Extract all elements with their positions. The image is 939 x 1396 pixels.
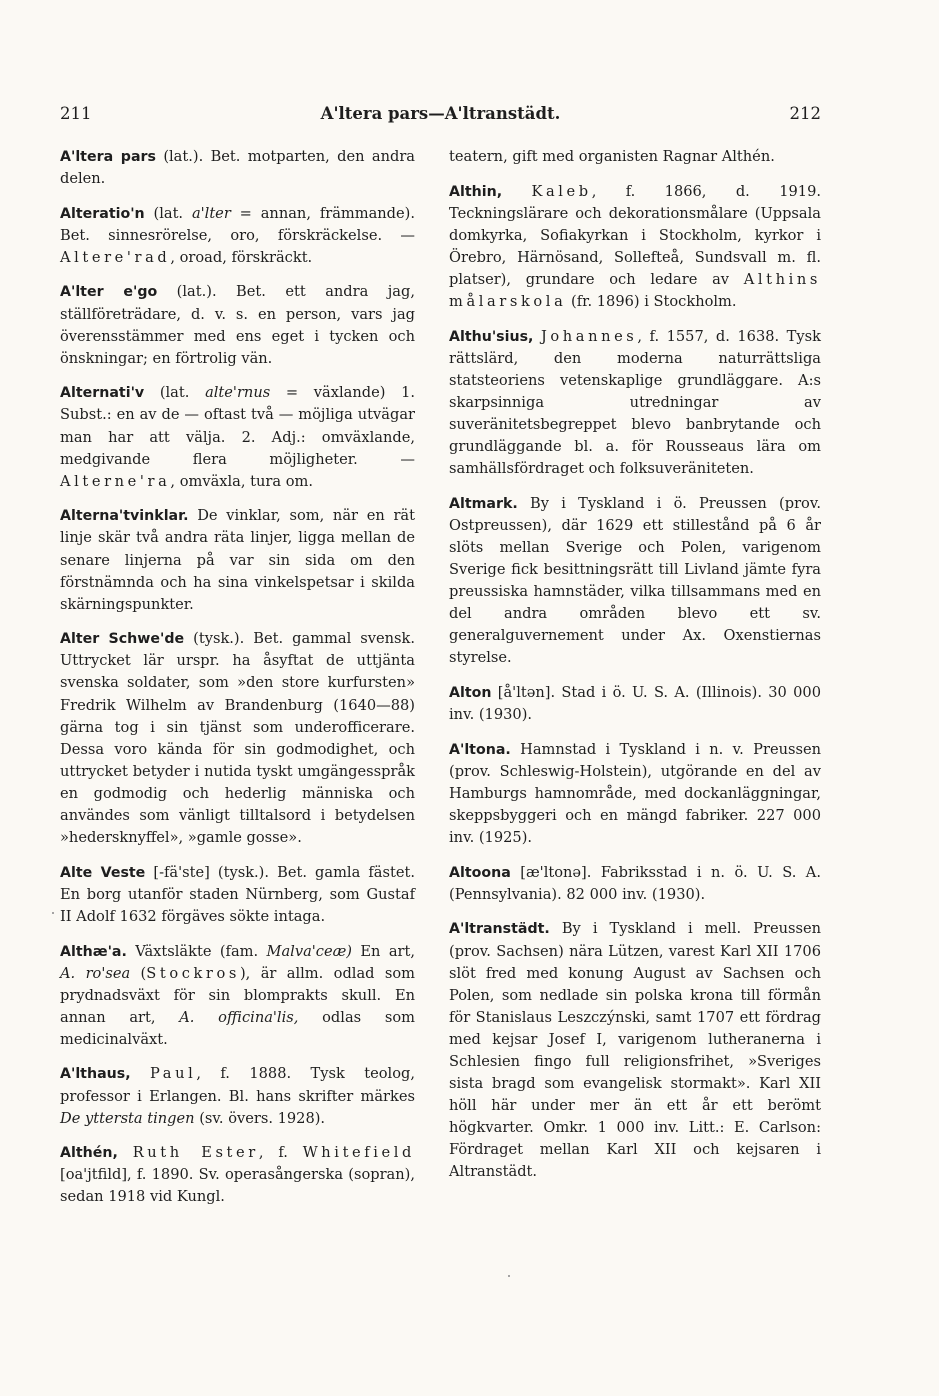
italic-term: A. officina'lis, [179, 1008, 299, 1026]
entry-text [131, 1065, 150, 1082]
entry-headword: Alte Veste [60, 864, 146, 881]
entry-headword: A'ltona. [449, 741, 511, 758]
entry-headword: A'ltera pars [60, 149, 156, 165]
italic-term: alte'rnus [205, 384, 271, 402]
entry-text: [æ'ltonə]. Fabriksstad i n. ö. U. S. A. (Pennsylvania). 82 000 inv. (1930). [449, 863, 821, 903]
spaced-name: Alterne'ra [60, 472, 171, 490]
spaced-name: Althins målarskola [449, 270, 821, 311]
entry-text: (tysk.). Bet. gammal svensk. Uttrycket lär urspr. ha åsyftat de uttjänta svenska soldater, som »den store kurfursten» Fredrik Wilhelm av Brandenburg (1640—88) gärna tog i sin tjänst som underofficerare. Dessa voro kända för sin godmodighet, och uttrycket betyder i nutida tyskt umgängesspråk en godmodig och hederlig människa och användes som vänligt tilltalsord i betydelsen »hedersknyffel», »gamle gosse». [60, 630, 415, 847]
entry-text: By i Tyskland i ö. Preussen (prov. Ostpreussen), där 1629 ett stillestånd på 6 år slöts mellan Sverige och Polen, varigenom Sverige fick besittningsrätt till Livland jämte fyra preussiska hamnstäder, vilka tillsammans med en del andra områden blevo ett sv. generalguvernement under Ax. Oxenstiernas styrelse. [449, 494, 821, 667]
entry-text: (sv. övers. 1928). [194, 1109, 326, 1127]
italic-term: a'lter [191, 204, 231, 222]
entry-text: teatern, gift med organisten Ragnar Althén. [449, 148, 775, 165]
entry-text [502, 183, 531, 200]
entry-text: , oroad, förskräckt. [170, 248, 313, 266]
dictionary-entry [449, 493, 821, 670]
dictionary-entry [449, 918, 821, 1183]
spaced-name: Paul [150, 1065, 197, 1083]
dictionary-entry [449, 739, 821, 849]
entry-text: , omväxla, tura om. [170, 472, 313, 490]
entry-headword: Alternati'v [60, 385, 145, 402]
dictionary-entry [449, 146, 821, 168]
dictionary-entry [449, 682, 821, 726]
entry-text: , f. [258, 1144, 303, 1162]
entry-text: = annan, främmande). Bet. sinnesrörelse, oro, förskräckelse. — [60, 204, 415, 244]
page-number-left: 211 [60, 104, 92, 123]
entry-text: (lat.). Bet. motparten, den andra delen. [60, 148, 415, 188]
entry-text: , f. 1866, d. 1919. Teckningslärare och dekorationsmålare (Uppsala domkyrka, Sofiakyrkan i Stockholm, kyrkor i Örebro, Härnösand, Sollefteå, Sundsvall m. fl. platser), grundare och ledare av [449, 182, 821, 288]
page-header [60, 104, 821, 126]
dictionary-entry [60, 146, 415, 190]
italic-term: A. ro'sea [60, 964, 131, 982]
entry-headword: A'lter e'go [60, 284, 158, 301]
entry-headword: Alteratio'n [60, 205, 145, 222]
dictionary-entry [449, 181, 821, 314]
entry-text: Växtsläkte (fam. [126, 942, 267, 960]
entry-text: , f. 1888. Tysk teolog, professor i Erlangen. Bl. hans skrifter märkes [60, 1065, 415, 1105]
entry-text: odlas som medicinalväxt. [60, 1008, 415, 1048]
entry-text: Hamnstad i Tyskland i n. v. Preussen (prov. Schleswig-Holstein), utgörande en del av Hamburgs hamnområde, med dockanläggningar, skeppsbyggeri och en mängd fabriker. 227 000 inv. (1925). [449, 740, 821, 847]
entry-text: (lat. [144, 204, 192, 222]
entry-text: (lat.). Bet. ett andra jag, ställföreträdare, d. v. s. en person, vars jag överensstämmer med ens eget i tycken och önskningar; en förtrolig vän. [60, 283, 415, 367]
entry-headword: Alterna'tvinklar. [60, 508, 189, 525]
right-column [449, 146, 821, 1196]
entry-text: En art, [352, 942, 416, 960]
entry-headword: Alter Schwe'de [60, 631, 185, 648]
italic-term: Malva'ceæ) [266, 942, 353, 960]
dictionary-entry [449, 326, 821, 481]
entry-headword: Althæ'a. [60, 943, 127, 960]
dictionary-entry [60, 941, 415, 1051]
spaced-name: Stockros [146, 964, 240, 982]
dictionary-entry [60, 203, 415, 269]
spaced-name: Ruth Ester [132, 1144, 259, 1162]
entry-text: (lat. [144, 384, 206, 402]
entry-text [118, 1144, 133, 1161]
dictionary-entry [60, 1063, 415, 1129]
left-column [60, 146, 415, 1221]
entry-text: = växlande) 1. Subst.: en av de — oftast två — möjliga utvägar man har att välja. 2. Adj.: omväxlande, medgivande flera möjligheter. — [60, 384, 415, 468]
print-speck [52, 912, 54, 914]
entry-text: ( [130, 964, 147, 982]
running-title: A'ltera pars—A'ltranstädt. [320, 104, 561, 123]
dictionary-entry [60, 1142, 415, 1208]
entry-text: By i Tyskland i mell. Preussen (prov. Sachsen) nära Lützen, varest Karl XII 1706 slöt fred med konung August av Sachsen och Polen, som nedlade sin polska krona till förmån för Stanislaus Leszczýnski, samt 1707 ett fördrag med kejsar Josef I, varigenom lutheranerna i Schlesien fingo full religionsfrihet, »Sveriges sista bragd som evangelisk stormakt». Karl XII höll här under mer än ett år ett berömt högkvarter. Omkr. 1 000 inv. Litt.: E. Carlson: Fördraget mellan Karl XII och kejsaren i Altranstädt. [449, 920, 821, 1181]
entry-headword: Althu'sius, [449, 328, 534, 345]
entry-text: , f. 1557, d. 1638. Tysk rättslärd, den moderna naturrättsliga statsteoriens vetenskaplige grundläggare. A:s skarpsinniga utredningar av suveränitetsbegreppet blevo banbrytande och grundläggande bl. a. för Rousseaus lära om samhällsfördraget och folksuveräniteten. [449, 327, 821, 478]
spaced-name: Whitefield [302, 1144, 415, 1162]
entry-text: [å'ltən]. Stad i ö. U. S. A. (Illinois). 30 000 inv. (1930). [449, 684, 821, 724]
entry-headword: Altmark. [449, 495, 518, 512]
dictionary-entry [60, 628, 415, 849]
print-speck [508, 1275, 510, 1277]
entry-headword: A'ltranstädt. [449, 921, 550, 938]
entry-headword: Alton [449, 685, 492, 702]
page-number-right: 212 [789, 104, 821, 123]
entry-text [533, 328, 541, 345]
entry-text: [-fä'ste] (tysk.). Bet. gamla fästet. En borg utanför staden Nürnberg, som Gustaf II Adolf 1632 förgäves sökte intaga. [60, 863, 415, 925]
dictionary-entry [449, 862, 821, 906]
entry-headword: Altoona [449, 864, 511, 881]
dictionary-entry [60, 281, 415, 369]
entry-headword: Althin, [449, 183, 503, 200]
italic-term: De yttersta tingen [60, 1109, 195, 1127]
entry-text: ), är allm. odlad som prydnadsväxt för sin blomprakts skull. En annan art, [60, 964, 416, 1026]
entry-headword: Althén, [60, 1145, 118, 1162]
dictionary-entry [60, 505, 415, 615]
spaced-name: Altere'rad [60, 248, 171, 266]
spaced-name: Kaleb [531, 182, 592, 200]
entry-headword: A'lthaus, [60, 1066, 131, 1083]
dictionary-entry [60, 382, 415, 492]
entry-text: De vinklar, som, när en rät linje skär två andra räta linjer, ligga mellan de senare linjerna på var sin sida om den förstnämnda och ha sina vinkelspetsar i skilda skärningspunkter. [60, 507, 415, 613]
entry-text: [oa'jtfild], f. 1890. Sv. operasångerska (sopran), sedan 1918 vid Kungl. [60, 1166, 415, 1206]
spaced-name: Johannes [540, 327, 638, 345]
entry-text: (fr. 1896) i Stockholm. [566, 293, 737, 311]
dictionary-entry [60, 862, 415, 928]
